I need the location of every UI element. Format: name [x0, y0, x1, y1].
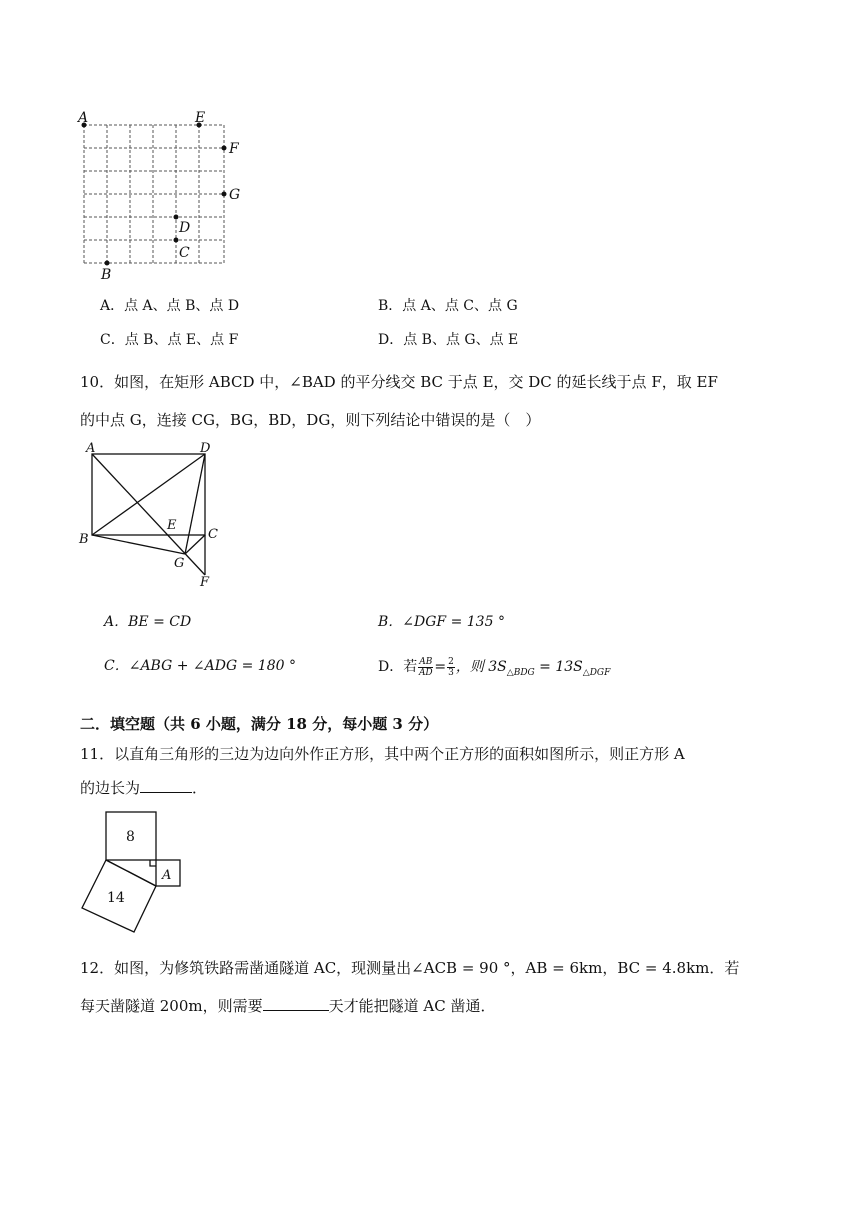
q9-option-c: C．点 B、点 E、点 F	[100, 332, 239, 348]
square-label-14: 14	[107, 890, 125, 906]
q10-option-d-sub1: △BDG	[506, 668, 535, 678]
q9-option-d: D．点 B、点 G、点 E	[378, 332, 519, 348]
q11-stem-line2	[80, 778, 207, 798]
q11-line2-suffix: ．	[192, 779, 208, 797]
q9-option-a: A．点 A、点 B、点 D	[100, 298, 240, 314]
q10-option-d-equals: =	[434, 659, 447, 675]
q11-line2-prefix: 的边长为	[80, 779, 141, 797]
rectangle-figure-q10	[74, 440, 234, 595]
label-d: D	[179, 220, 191, 236]
square-label-a: A	[162, 868, 172, 883]
label-e: E	[195, 110, 206, 126]
point-d	[174, 215, 179, 220]
point-f	[222, 146, 227, 151]
q10-label-g: G	[174, 556, 185, 571]
q12-stem-line1: 12．如图，为修筑铁路需凿通隧道 AC，现测量出∠ACB = 90 °，AB = 6km，BC = 4.8km．若	[80, 959, 740, 977]
q10-option-d-fraction-ab-ad: $\frac{AB}{AD}$	[418, 656, 433, 678]
label-a: A	[78, 110, 89, 126]
q10-option-a: A．BE = CD	[104, 614, 192, 630]
q10-option-d-fraction-2-3: $\frac{2}{3}$	[448, 656, 454, 678]
point-b	[105, 261, 110, 266]
q11-answer-blank[interactable]	[140, 778, 192, 793]
q10-option-d-sub2: △DGF	[582, 668, 611, 678]
q10-label-a: A	[86, 441, 96, 456]
squares-figure-q11	[76, 808, 191, 938]
q11-stem-line1: 11．以直角三角形的三边为边向外作正方形，其中两个正方形的面积如图所示，则正方形 A	[80, 745, 685, 763]
point-g	[222, 192, 227, 197]
q10-option-d-eq2: = 13S	[534, 659, 583, 675]
q10-label-d: D	[200, 441, 211, 456]
q12-answer-blank[interactable]	[263, 996, 329, 1011]
q10-label-b: B	[79, 532, 89, 547]
label-b: B	[101, 267, 112, 283]
q10-option-b: B．∠DGF = 135 °	[378, 614, 505, 630]
q12-line2-suffix: 天才能把隧道 AC 凿通．	[328, 997, 496, 1015]
point-c	[174, 238, 179, 243]
q12-stem-line2	[80, 996, 495, 1016]
q10-label-f: F	[200, 575, 210, 590]
label-g: G	[229, 187, 241, 203]
q12-line2-prefix: 每天凿隧道 200m，则需要	[80, 997, 263, 1015]
square-label-8: 8	[126, 829, 135, 845]
q10-option-d	[378, 653, 610, 681]
q10-label-e: E	[167, 518, 177, 533]
label-f: F	[229, 141, 239, 157]
grid-figure-q9	[70, 105, 250, 285]
q10-stem-line1: 10．如图，在矩形 ABCD 中，∠BAD 的平分线交 BC 于点 E，交 DC 的延长线于点 F，取 EF	[80, 373, 718, 391]
q10-option-c: C．∠ABG + ∠ADG = 180 °	[104, 658, 296, 674]
q10-option-d-prefix: D．若	[378, 659, 418, 675]
q10-stem-line2: 的中点 G，连接 CG，BG，BD，DG，则下列结论中错误的是（ ）	[80, 411, 541, 429]
section-heading-fill-in: 二．填空题（共 6 小题，满分 18 分，每小题 3 分）	[80, 715, 439, 733]
q10-label-c: C	[208, 527, 218, 542]
q9-option-b: B．点 A、点 C、点 G	[378, 298, 518, 314]
label-c: C	[179, 245, 190, 261]
q10-option-d-middle: ，则 3S	[455, 659, 507, 675]
